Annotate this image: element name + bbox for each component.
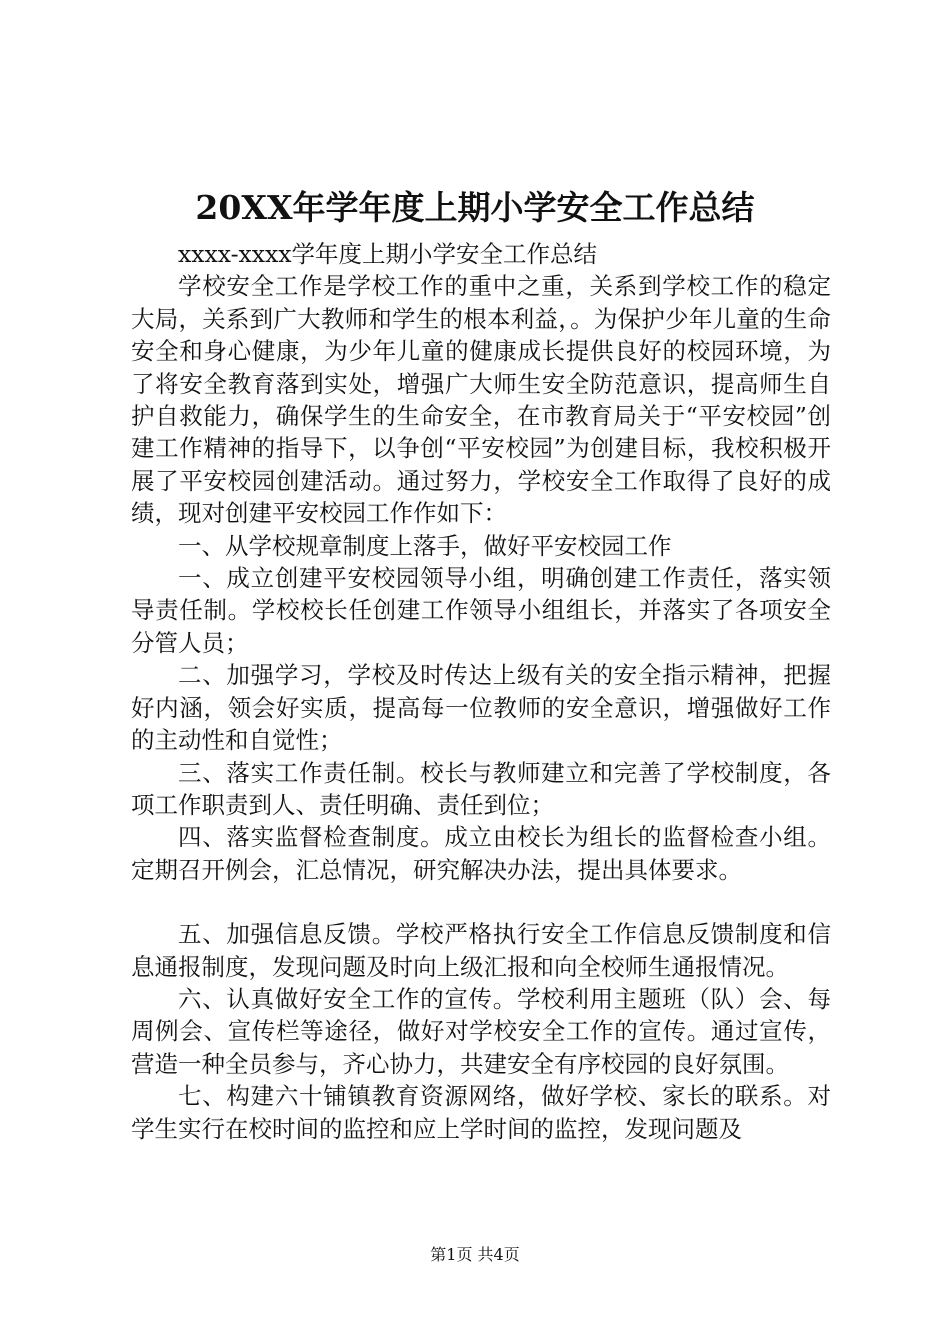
item-paragraph-4: 四、落实监督检查制度。成立由校长为组长的监督检查小组。定期召开例会，汇总情况，研究解决办法，提出具体要求。 (131, 823, 831, 884)
section-heading: 一、从学校规章制度上落手，做好平安校园工作 (178, 531, 672, 560)
document-title: 20XX年学年度上期小学安全工作总结 (195, 188, 755, 227)
page-number: 第1页 共4页 (430, 1245, 520, 1264)
item-paragraph-3: 三、落实工作责任制。校长与教师建立和完善了学校制度，各项工作职责到人、责任明确、责任到位； (131, 758, 831, 819)
document-body (131, 238, 831, 1145)
item-paragraph-6: 六、认真做好安全工作的宣传。学校利用主题班（队）会、每周例会、宣传栏等途径，做好对学校安全工作的宣传。通过宣传，营造一种全员参与，齐心协力，共建安全有序校园的良好氛围。 (131, 984, 831, 1078)
item-paragraph-2: 二、加强学习，学校及时传达上级有关的安全指示精神，把握好内涵，领会好实质，提高每一位教师的安全意识，增强做好工作的主动性和自觉性； (131, 661, 831, 755)
intro-paragraph: 学校安全工作是学校工作的重中之重，关系到学校工作的稳定大局，关系到广大教师和学生的根本利益，。为保护少年儿童的生命安全和身心健康，为少年儿童的健康成长提供良好的校园环境，为了将安全教育落到实处，增强广大师生安全防范意识，提高师生自护自救能力，确保学生的生命安全，在市教育局关于“平安校园”创建工作精神的指导下，以争创“平安校园”为创建目标，我校积极开展了平安校园创建活动。通过努力，学校安全工作取得了良好的成绩，现对创建平安校园工作作如下： (131, 272, 831, 528)
subtitle-paragraph: xxxx-xxxx学年度上期小学安全工作总结 (178, 240, 598, 268)
item-paragraph-1: 一、成立创建平安校园领导小组，明确创建工作责任，落实领导责任制。学校校长任创建工作领导小组组长，并落实了各项安全分管人员； (131, 564, 831, 657)
item-paragraph-5: 五、加强信息反馈。学校严格执行安全工作信息反馈制度和信息通报制度，发现问题及时向上级汇报和向全校师生通报情况。 (131, 920, 831, 981)
item-paragraph-7: 七、构建六十铺镇教育资源网络，做好学校、家长的联系。对学生实行在校时间的监控和应上学时间的监控，发现问题及 (131, 1082, 831, 1143)
